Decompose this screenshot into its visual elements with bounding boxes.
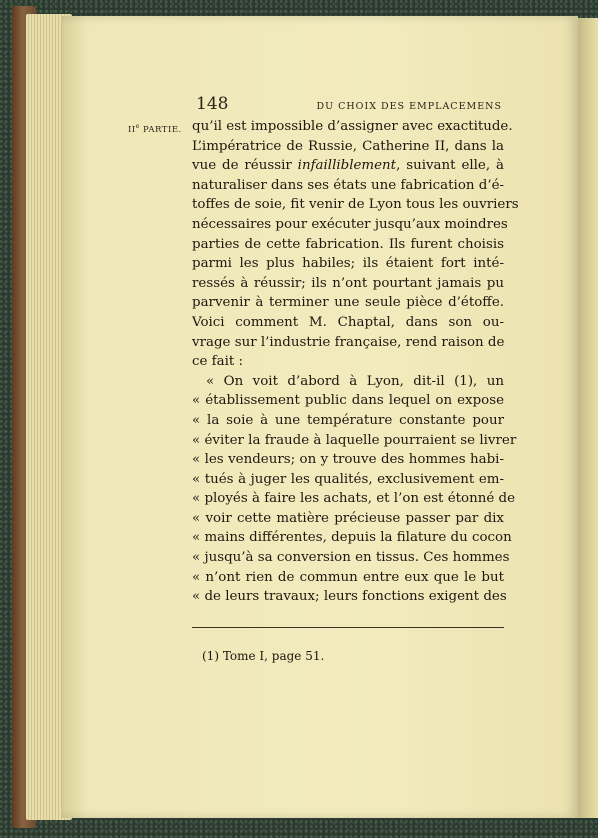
body-text bbox=[192, 117, 519, 607]
text-line: « jusqu’à sa conversion en tissus. Ces hommes bbox=[192, 550, 510, 566]
emphasis-text: infailliblement bbox=[297, 158, 397, 174]
text-line: « de leurs travaux; leurs fonctions exigent des bbox=[192, 589, 507, 605]
text-line: naturaliser dans ses états une fabrication d’é- bbox=[192, 177, 505, 193]
text-line: « On voit d’abord à Lyon, dit-il (1), un bbox=[206, 373, 504, 389]
margin-note-prefix: II bbox=[128, 124, 136, 135]
text-line: vrage sur l’industrie française, rend raison de bbox=[192, 334, 505, 350]
running-title: DU CHOIX DES EMPLACEMENS bbox=[316, 101, 502, 112]
text-line: parmi les plus habiles; ils étaient fort inté- bbox=[192, 256, 504, 272]
text-segment: , suivant elle, à bbox=[396, 158, 504, 174]
text-line: « la soie à une température constante pour bbox=[192, 412, 504, 428]
margin-note-suffix: PARTIE. bbox=[139, 124, 182, 135]
text-line bbox=[192, 156, 504, 176]
text-line: ressés à réussir; ils n’ont pourtant jamais pu bbox=[192, 275, 504, 291]
page-number: 148 bbox=[196, 94, 229, 114]
text-line: « établissement public dans lequel on expose bbox=[192, 393, 504, 409]
text-line: nécessaires pour exécuter jusqu’aux moindres bbox=[192, 216, 508, 232]
text-segment: vue de réussir bbox=[192, 158, 298, 174]
text-line: « n’ont rien de commun entre eux que le but bbox=[192, 569, 504, 585]
text-line: « voir cette matière précieuse passer par dix bbox=[192, 510, 504, 526]
text-line: « mains différentes, depuis la filature du cocon bbox=[192, 530, 512, 546]
text-line: « tués à juger les qualités, exclusivement em- bbox=[192, 471, 504, 487]
text-line: toffes de soie, fit venir de Lyon tous les ouvriers bbox=[192, 197, 519, 213]
text-line: qu’il est impossible d’assigner avec exactitude. bbox=[192, 119, 513, 134]
text-line: « les vendeurs; on y trouve des hommes habi- bbox=[192, 452, 504, 468]
margin-note bbox=[128, 123, 182, 135]
text-line: « ployés à faire les achats, et l’on est étonné de bbox=[192, 491, 515, 507]
page-header bbox=[196, 94, 502, 116]
text-line: parvenir à terminer une seule pièce d’étoffe. bbox=[192, 295, 504, 311]
text-line: « éviter la fraude à laquelle pourraient se livrer bbox=[192, 432, 517, 448]
text-line: Voici comment M. Chaptal, dans son ou- bbox=[192, 314, 504, 330]
footnote: (1) Tome I, page 51. bbox=[202, 649, 325, 663]
text-line: parties de cette fabrication. Ils furent choisis bbox=[192, 236, 504, 252]
text-line: L’impératrice de Russie, Catherine II, dans la bbox=[192, 138, 504, 154]
footnote-rule bbox=[192, 627, 504, 628]
margin-note-sup: e bbox=[135, 123, 140, 130]
text-line: ce fait : bbox=[192, 354, 244, 370]
